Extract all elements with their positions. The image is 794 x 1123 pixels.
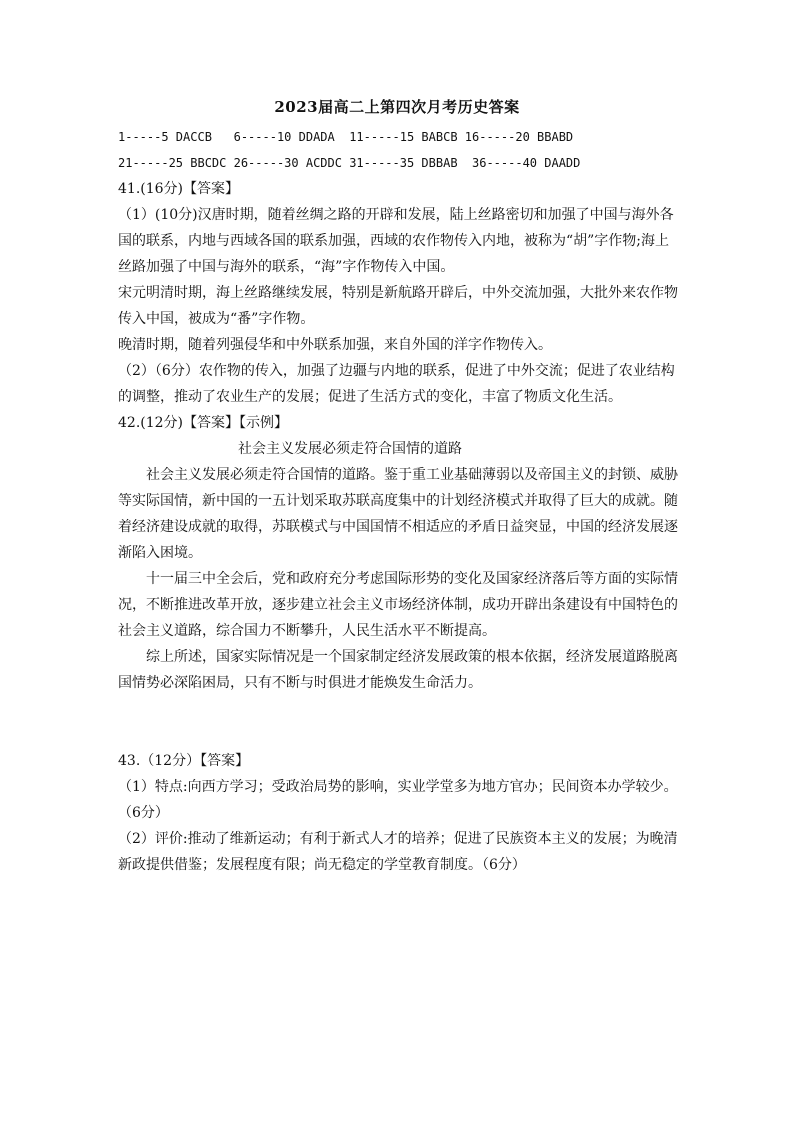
q42-paragraph-1: 社会主义发展必须走符合国情的道路。鉴于重工业基础薄弱以及帝国主义的封锁、威胁等实际国情，新中国的一五计划采取苏联高度集中的计划经济模式并取得了巨大的成就。随着经济建设成就的取得，苏联模式与中国国情不相适应的矛盾日益突显，中国的经济发展逐渐陷入困境。 bbox=[118, 467, 678, 561]
mc-answers-line-1: 1-----5 DACCB 6-----10 DDADA 11-----15 BABCB 16-----20 BBABD bbox=[118, 130, 574, 144]
q42-essay-title: 社会主义发展必须走符合国情的道路 bbox=[238, 441, 462, 457]
q41-part1: （1）(10分)汉唐时期，随着丝绸之路的开辟和发展，陆上丝路密切和加强了中国与海外各国的联系，内地与西域各国的联系加强，西域的农作物传入内地，被称为“胡”字作物;海上丝路加强了中国与海外的联系，“海”字作物传入中国。 bbox=[118, 207, 674, 275]
q43-part1: （1）特点:向西方学习；受政治局势的影响，实业学堂多为地方官办；民间资本办学较少。（6分） bbox=[118, 779, 678, 821]
section-spacer bbox=[118, 696, 680, 748]
q42-paragraph-2: 十一届三中全会后，党和政府充分考虑国际形势的变化及国家经济落后等方面的实际情况，不断推进改革开放，逐步建立社会主义市场经济体制，成功开辟出条建设有中国特色的社会主义道路，综合国力不断攀升，人民生活水平不断提高。 bbox=[118, 571, 678, 639]
q43-part2: （2）评价:推动了维新运动；有利于新式人才的培养；促进了民族资本主义的发展；为晚清新政提供借鉴；发展程度有限；尚无稳定的学堂教育制度。（6分） bbox=[118, 831, 678, 873]
q41-part1-late-qing: 晚清时期，随着列强侵华和中外联系加强，来自外国的洋字作物传入。 bbox=[118, 337, 552, 353]
q41-part2: （2）（6分）农作物的传入，加强了边疆与内地的联系，促进了中外交流；促进了农业结构的调整，推动了农业生产的发展；促进了生活方式的变化，丰富了物质文化生活。 bbox=[118, 363, 675, 405]
q41-part1-song-ming: 宋元明清时期，海上丝路继续发展，特别是新航路开辟后，中外交流加强，大批外来农作物传入中国，被成为“番”字作物。 bbox=[118, 285, 678, 327]
q41-header: 41.(16分)【答案】 bbox=[118, 181, 240, 197]
answer-body bbox=[118, 124, 680, 878]
page-title: 2023届高二上第四次月考历史答案 bbox=[274, 98, 520, 116]
mc-answers-line-2: 21-----25 BBCDC 26-----30 ACDDC 31-----35 DBBAB 36-----40 DAADD bbox=[118, 156, 581, 170]
q42-paragraph-3: 综上所述，国家实际情况是一个国家制定经济发展政策的根本依据，经济发展道路脱离国情势必深陷困局，只有不断与时俱进才能焕发生命活力。 bbox=[118, 649, 678, 691]
q42-header: 42.(12分)【答案】【示例】 bbox=[118, 415, 289, 431]
q43-header: 43.（12分）【答案】 bbox=[118, 753, 250, 769]
